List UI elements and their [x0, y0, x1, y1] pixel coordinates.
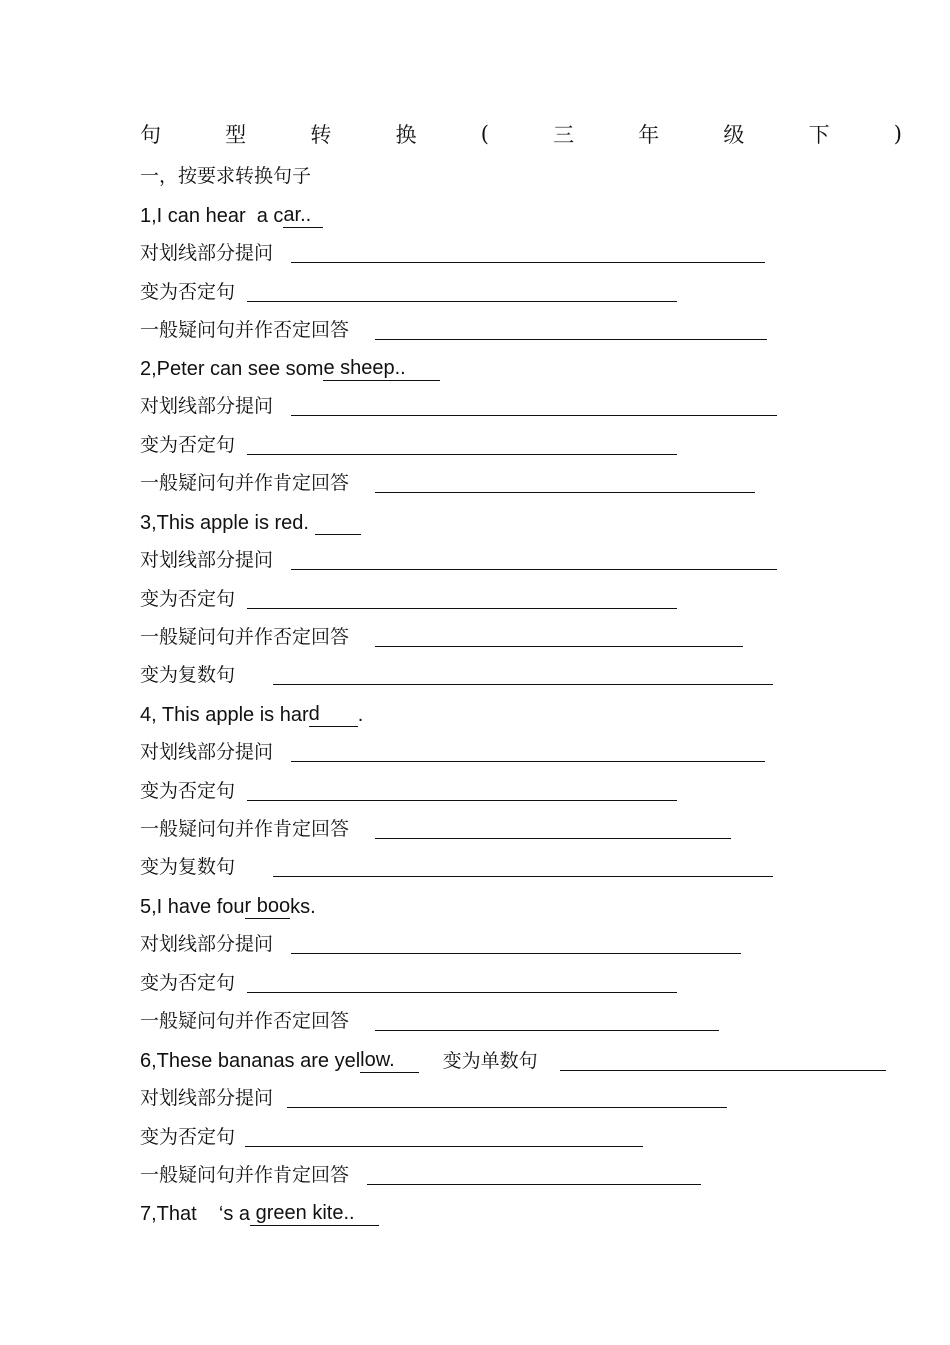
- prompt-label: 对划线部分提问: [140, 741, 274, 763]
- question-line: [140, 196, 323, 228]
- worksheet-title: [140, 118, 902, 150]
- answer-blank[interactable]: [291, 933, 741, 954]
- question-line: [140, 503, 361, 535]
- question-line: [140, 695, 363, 727]
- prompt-label: 变为复数句: [140, 856, 236, 878]
- prompt-line: [140, 1001, 719, 1033]
- sentence-text: 6,These bananas are yel: [140, 1050, 361, 1072]
- answer-blank[interactable]: [247, 780, 677, 801]
- answer-blank[interactable]: [375, 1010, 719, 1031]
- prompt-label: 对划线部分提问: [140, 242, 274, 264]
- prompt-line: [140, 655, 773, 687]
- question-line: [140, 1041, 886, 1073]
- sentence-text: 4, This apple is har: [140, 704, 309, 726]
- answer-blank[interactable]: [375, 472, 755, 493]
- prompt-label: 对划线部分提问: [140, 549, 274, 571]
- title-char: 年: [638, 123, 660, 147]
- answer-blank[interactable]: [273, 856, 773, 877]
- title-char: 句: [140, 123, 161, 147]
- prompt-label: 对划线部分提问: [140, 1087, 274, 1109]
- underlined-part: d: [309, 702, 358, 727]
- prompt-line: [140, 847, 773, 879]
- answer-blank[interactable]: [291, 395, 777, 416]
- underlined-part: ar..: [283, 203, 323, 228]
- title-char: 换: [395, 123, 417, 147]
- question-line: [140, 349, 440, 381]
- prompt-line: [140, 233, 765, 265]
- answer-blank[interactable]: [291, 549, 777, 570]
- prompt-label: 变为否定句: [140, 780, 236, 802]
- prompt-line: [140, 579, 677, 611]
- answer-blank[interactable]: [291, 242, 765, 263]
- sentence-text: 2,Peter can see som: [140, 358, 324, 380]
- answer-blank[interactable]: [247, 281, 677, 302]
- prompt-line: [140, 386, 777, 418]
- title-char: 型: [225, 123, 247, 147]
- prompt-label: 一般疑问句并作否定回答: [140, 1010, 350, 1032]
- prompt-line: [140, 272, 677, 304]
- answer-blank[interactable]: [287, 1087, 727, 1108]
- answer-blank[interactable]: [273, 664, 773, 685]
- prompt-label: 变为否定句: [140, 434, 236, 456]
- underlined-part: low.: [360, 1048, 418, 1073]
- prompt-line: [140, 540, 777, 572]
- prompt-label: 变为否定句: [140, 972, 236, 994]
- answer-blank[interactable]: [367, 1164, 701, 1185]
- prompt-label: 一般疑问句并作肯定回答: [140, 818, 350, 840]
- sentence-text: 1,I can hear a c: [140, 205, 284, 227]
- prompt-label: 对划线部分提问: [140, 933, 274, 955]
- prompt-line: [140, 732, 765, 764]
- prompt-line: [140, 1078, 727, 1110]
- prompt-line: [140, 1155, 701, 1187]
- title-char: ): [893, 122, 902, 146]
- prompt-label: 一般疑问句并作否定回答: [140, 626, 350, 648]
- question-line: [140, 887, 316, 919]
- answer-blank[interactable]: [245, 1126, 643, 1147]
- underlined-part: e sheep..: [323, 356, 439, 381]
- title-char: 三: [553, 123, 575, 147]
- prompt-line: [140, 617, 743, 649]
- prompt-line: [140, 463, 755, 495]
- prompt-line: [140, 809, 731, 841]
- answer-blank[interactable]: [560, 1050, 886, 1071]
- prompt-label: 变为否定句: [140, 1126, 236, 1148]
- answer-blank[interactable]: [247, 588, 677, 609]
- prompt-label: 变为复数句: [140, 664, 236, 686]
- underlined-part: r boo: [244, 895, 291, 917]
- prompt-line: [140, 1117, 643, 1149]
- question-line: [140, 1194, 379, 1226]
- prompt-line: [140, 310, 767, 342]
- answer-blank[interactable]: [291, 741, 765, 762]
- prompt-line: [140, 771, 677, 803]
- answer-blank[interactable]: [247, 972, 677, 993]
- section-heading: [140, 156, 311, 188]
- section-heading-text: 一，按要求转换句子: [140, 165, 312, 187]
- prompt-line: [140, 425, 677, 457]
- answer-blank[interactable]: [375, 626, 743, 647]
- title-char: 转: [310, 123, 332, 147]
- sentence-text: .: [357, 704, 364, 726]
- prompt-label: 变为否定句: [140, 281, 236, 303]
- sentence-text: ks.: [290, 896, 316, 918]
- underlined-part: [315, 514, 361, 535]
- underlined-part: green kite..: [250, 1201, 379, 1226]
- title-char: 级: [723, 123, 745, 147]
- sentence-text: 3,This apple is red.: [140, 512, 315, 534]
- answer-blank[interactable]: [375, 319, 767, 340]
- prompt-label: 一般疑问句并作肯定回答: [140, 1164, 350, 1186]
- sentence-text: 7,That ‘s a: [140, 1203, 251, 1225]
- prompt-label: 变为否定句: [140, 588, 236, 610]
- answer-blank[interactable]: [247, 434, 677, 455]
- prompt-line: [140, 924, 741, 956]
- prompt-label: 一般疑问句并作肯定回答: [140, 472, 350, 494]
- prompt-label: 变为单数句: [442, 1050, 538, 1072]
- prompt-line: [140, 963, 677, 995]
- answer-blank[interactable]: [375, 818, 731, 839]
- title-char: 下: [808, 123, 830, 147]
- prompt-label: 对划线部分提问: [140, 395, 274, 417]
- sentence-text: 5,I have fou: [140, 896, 245, 918]
- title-char: (: [480, 122, 489, 146]
- prompt-label: 一般疑问句并作否定回答: [140, 319, 350, 341]
